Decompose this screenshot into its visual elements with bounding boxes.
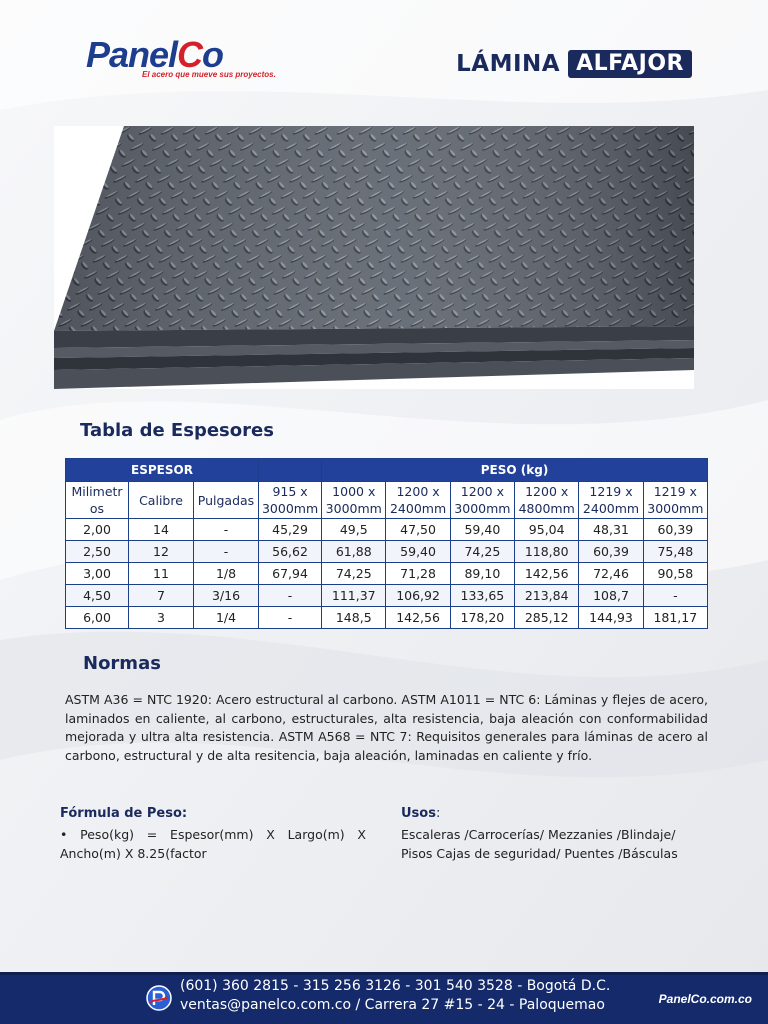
table-row xyxy=(66,585,708,607)
table-cell: 181,17 xyxy=(643,607,707,629)
table-cell: 67,94 xyxy=(259,563,322,585)
table-cell: 72,46 xyxy=(579,563,643,585)
table-row xyxy=(66,519,708,541)
table-cell: 3,00 xyxy=(66,563,129,585)
title-main: LÁMINA xyxy=(456,51,561,77)
table-cell: 3 xyxy=(129,607,194,629)
title-badge: ALFAJOR xyxy=(568,50,692,78)
table-cell: 45,29 xyxy=(259,519,322,541)
blank-header-cell xyxy=(259,459,322,482)
table-row xyxy=(66,541,708,563)
table-title: Tabla de Espesores xyxy=(80,420,274,441)
panelco-logo xyxy=(86,34,286,82)
table-cell: - xyxy=(259,607,322,629)
table-cell: 56,62 xyxy=(259,541,322,563)
table-cell: 61,88 xyxy=(322,541,386,563)
usos-title xyxy=(401,806,440,821)
usos-title-label: Usos xyxy=(401,806,436,821)
logo-text-blue: Panel xyxy=(86,34,178,75)
footer-website-link[interactable]: PanelCo.com.co xyxy=(658,992,752,1006)
col-header-1200x3000: 1200 x 3000mm xyxy=(450,482,514,519)
table-cell: - xyxy=(259,585,322,607)
table-cell: 89,10 xyxy=(450,563,514,585)
logo-tagline: El acero que mueve sus proyectos. xyxy=(142,70,276,79)
table-cell: 74,25 xyxy=(322,563,386,585)
formula-text: • Peso(kg) = Espesor(mm) X Largo(m) X Ancho(m) X 8.25(factor xyxy=(60,827,366,861)
peso-group-header: PESO (kg) xyxy=(322,459,708,482)
table-cell: 75,48 xyxy=(643,541,707,563)
table-cell: - xyxy=(194,519,259,541)
normas-title: Normas xyxy=(83,653,161,674)
logo-text-red: C xyxy=(177,34,203,75)
table-row xyxy=(66,607,708,629)
col-header-1000x3000: 1000 x 3000mm xyxy=(322,482,386,519)
table-cell: - xyxy=(194,541,259,563)
table-cell: 59,40 xyxy=(386,541,450,563)
table-cell: 12 xyxy=(129,541,194,563)
panelco-emblem-icon xyxy=(146,985,172,1011)
table-cell: 6,00 xyxy=(66,607,129,629)
normas-text: ASTM A36 = NTC 1920: Acero estructural al carbono. ASTM A1011 = NTC 6: Láminas y flejes de acero, laminados en caliente, al carbono, estructurales, alta resistencia, baja aleación con conformabilidad mejorada y ultra alta resistencia. ASTM A568 = NTC 7: Requisitos generales para láminas de acero al carbono, estructural y de alta resitencia, baja aleación, laminadas en caliente y frío. xyxy=(65,692,708,763)
table-cell: 1/4 xyxy=(194,607,259,629)
table-cell: 14 xyxy=(129,519,194,541)
footer-phones: (601) 360 2815 - 315 256 3126 - 301 540 3528 - Bogotá D.C. xyxy=(180,978,611,994)
product-title xyxy=(456,50,692,78)
espesor-group-header: ESPESOR xyxy=(66,459,259,482)
logo-text-end: o xyxy=(202,34,224,75)
table-cell: 48,31 xyxy=(579,519,643,541)
table-cell: 111,37 xyxy=(322,585,386,607)
table-cell: 118,80 xyxy=(515,541,579,563)
table-cell: 71,28 xyxy=(386,563,450,585)
usos-title-colon: : xyxy=(435,806,441,821)
table-cell: 59,40 xyxy=(450,519,514,541)
table-cell: 213,84 xyxy=(515,585,579,607)
table-cell: 142,56 xyxy=(386,607,450,629)
usos-text: Escaleras /Carrocerías/ Mezzanies /Blindaje/ Pisos Cajas de seguridad/ Puentes /Básculas xyxy=(401,827,678,861)
col-header-1200x4800: 1200 x 4800mm xyxy=(515,482,579,519)
table-cell: 1/8 xyxy=(194,563,259,585)
table-cell: 11 xyxy=(129,563,194,585)
thickness-table xyxy=(65,458,708,629)
table-cell: 148,5 xyxy=(322,607,386,629)
table-cell: 178,20 xyxy=(450,607,514,629)
col-header-mm: Milimetr os xyxy=(66,482,129,519)
table-cell: 4,50 xyxy=(66,585,129,607)
table-cell: 7 xyxy=(129,585,194,607)
table-cell: 133,65 xyxy=(450,585,514,607)
table-cell: 47,50 xyxy=(386,519,450,541)
table-cell: 60,39 xyxy=(579,541,643,563)
table-cell: 144,93 xyxy=(579,607,643,629)
table-cell: 95,04 xyxy=(515,519,579,541)
table-cell: 74,25 xyxy=(450,541,514,563)
table-cell: 90,58 xyxy=(643,563,707,585)
col-header-pulgadas: Pulgadas xyxy=(194,482,259,519)
table-row xyxy=(66,563,708,585)
table-cell: 142,56 xyxy=(515,563,579,585)
table-cell: 106,92 xyxy=(386,585,450,607)
checker-plate-photo xyxy=(54,126,694,389)
table-cell: 108,7 xyxy=(579,585,643,607)
table-cell: - xyxy=(643,585,707,607)
col-header-915x3000: 915 x 3000mm xyxy=(259,482,322,519)
table-cell: 2,50 xyxy=(66,541,129,563)
col-header-1219x3000: 1219 x 3000mm xyxy=(643,482,707,519)
table-cell: 49,5 xyxy=(322,519,386,541)
table-cell: 3/16 xyxy=(194,585,259,607)
col-header-1219x2400: 1219 x 2400mm xyxy=(579,482,643,519)
table-cell: 285,12 xyxy=(515,607,579,629)
table-cell: 60,39 xyxy=(643,519,707,541)
col-header-1200x2400: 1200 x 2400mm xyxy=(386,482,450,519)
col-header-calibre: Calibre xyxy=(129,482,194,519)
footer-divider xyxy=(0,972,768,975)
footer-address: ventas@panelco.com.co / Carrera 27 #15 - 24 - Paloquemao xyxy=(180,997,605,1013)
table-cell: 2,00 xyxy=(66,519,129,541)
formula-title: Fórmula de Peso: xyxy=(60,806,188,821)
